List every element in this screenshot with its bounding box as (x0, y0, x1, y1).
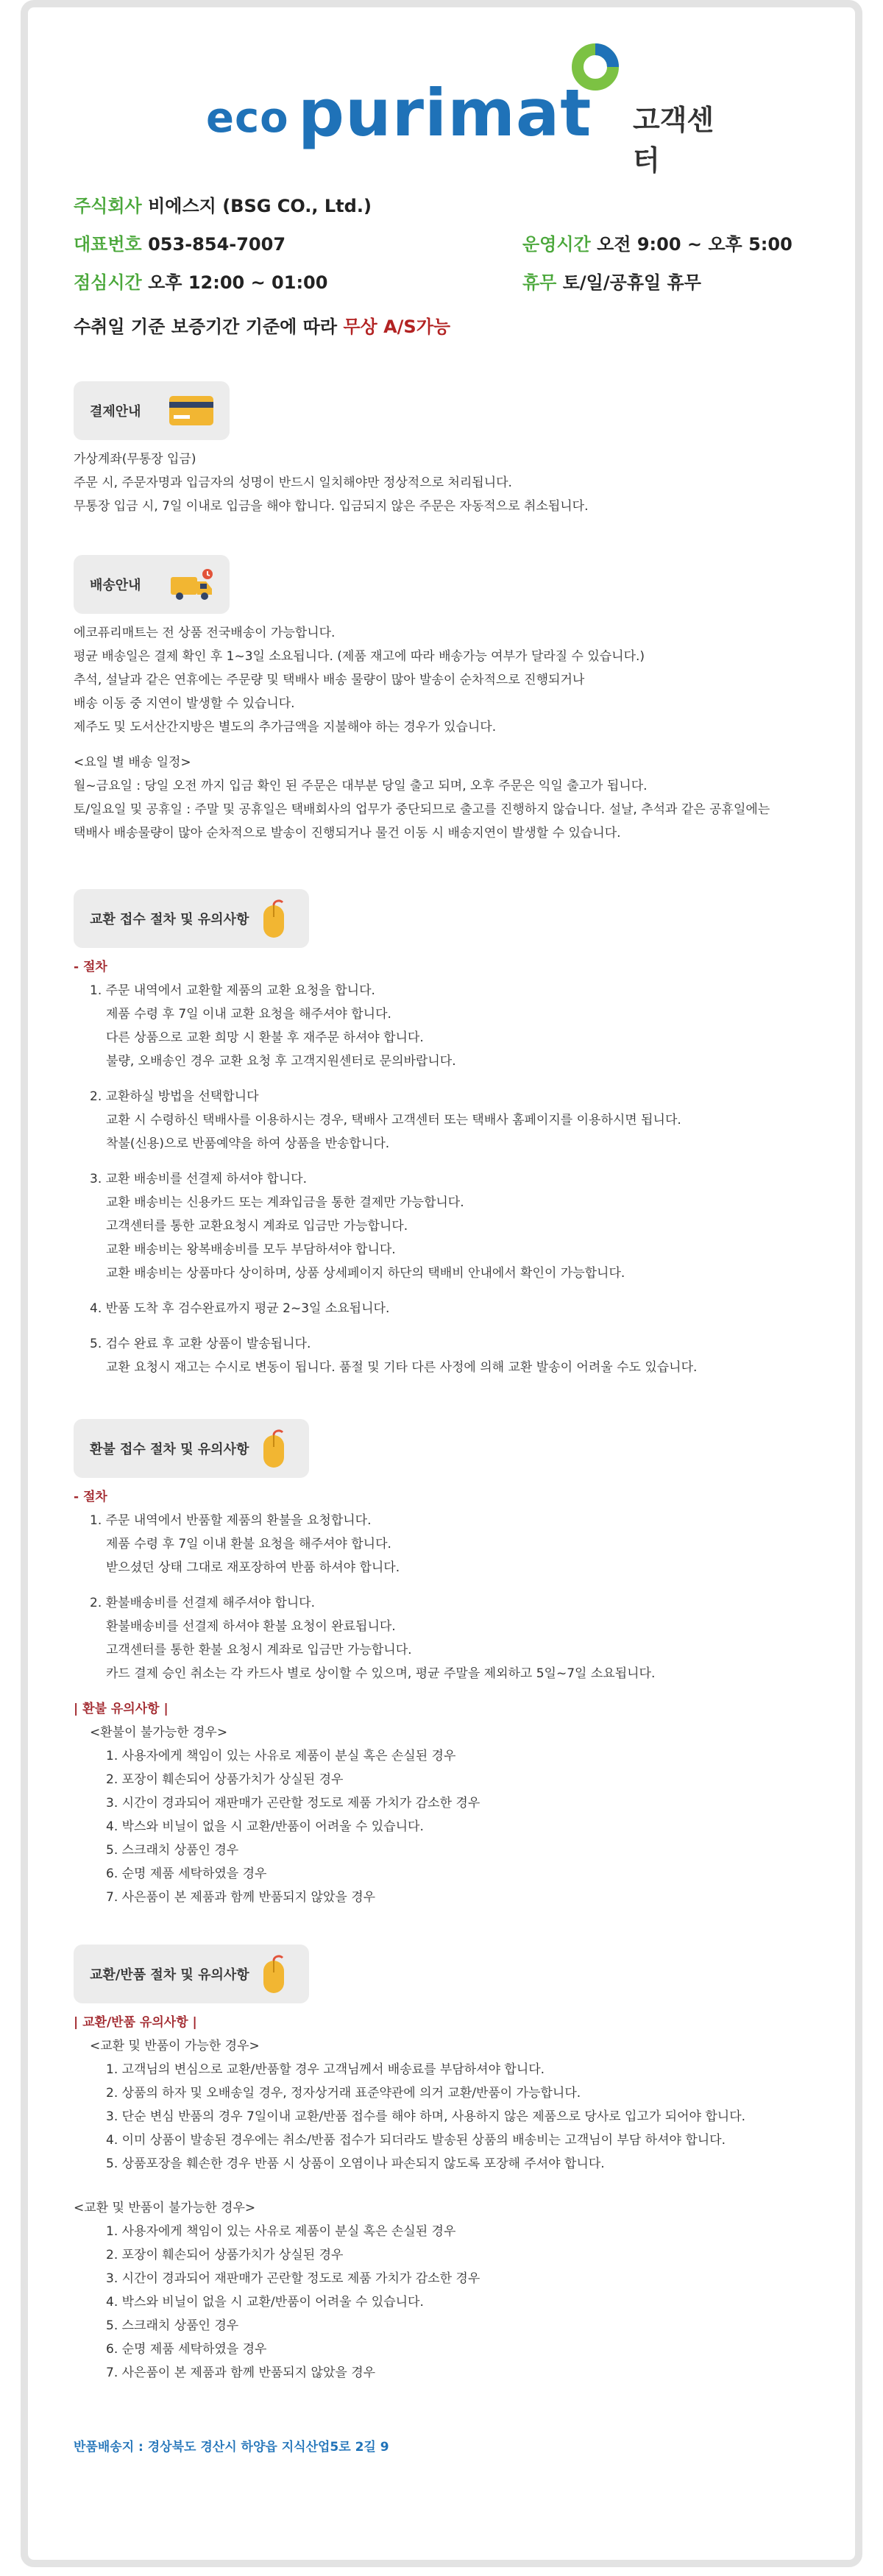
step-detail: 받으셨던 상태 그대로 재포장하여 반품 하셔야 합니다. (106, 1560, 400, 1575)
step-detail: 고객센터를 통한 교환요청시 계좌로 입금만 가능합니다. (106, 1219, 408, 1234)
step-title: 5. 검수 완료 후 교환 상품이 발송됩니다. (90, 1337, 311, 1351)
step-title: 2. 환불배송비를 선결제 해주셔야 합니다. (90, 1596, 315, 1610)
step-detail: 제품 수령 후 7일 이내 교환 요청을 해주셔야 합니다. (106, 1007, 391, 1022)
list-item: 2. 상품의 하자 및 오배송일 경우, 정자상거래 표준약관에 의거 교환/반품이 가능합니다. (106, 2086, 581, 2101)
phone-value: 053-854-7007 (148, 234, 286, 255)
return-text (74, 2011, 817, 2385)
company-name-label: 주식회사 (74, 196, 142, 216)
exchange-steps (74, 979, 817, 1379)
delivery-line: 에코퓨리매트는 전 상품 전국배송이 가능합니다. (74, 626, 336, 640)
return-address: 반품배송지 : 경상북도 경산시 하양읍 지식산업5로 2길 9 (74, 2440, 389, 2455)
holiday-row (522, 268, 701, 294)
list-item (90, 1297, 817, 1320)
phone-row (74, 230, 286, 255)
refund-notice-heading: | 환불 유의사항 | (74, 1702, 169, 1716)
delivery-badge-label: 배송안내 (90, 578, 141, 593)
list-item (90, 1085, 817, 1156)
lunch-row (74, 268, 327, 294)
list-item: 3. 시간이 경과되어 재판매가 곤란할 정도로 제품 가치가 감소한 경우 (106, 2271, 480, 2286)
list-item: 3. 단순 변심 반품의 경우 7일이내 교환/반품 접수를 해야 하며, 사용하지 않은 제품으로 당사로 입고가 되어야 합니다. (106, 2109, 746, 2124)
list-item: 5. 스크래치 상품인 경우 (106, 1843, 239, 1858)
warranty-notice (74, 312, 450, 338)
exchange-text (74, 955, 817, 1391)
list-item (90, 1509, 817, 1579)
list-item: 3. 시간이 경과되어 재판매가 곤란할 정도로 제품 가치가 감소한 경우 (106, 1796, 480, 1811)
list-item: 2. 포장이 훼손되어 상품가치가 상실된 경우 (106, 2248, 344, 2262)
step-detail: 착불(신용)으로 반품예약을 하여 상품을 반송합니다. (106, 1136, 390, 1151)
payment-badge-label: 결제안내 (90, 404, 141, 420)
holiday-label: 휴무 (522, 272, 557, 293)
list-item: 4. 박스와 비닐이 없을 시 교환/반품이 어려울 수 있습니다. (106, 2295, 424, 2310)
refund-badge-label: 환불 접수 절차 및 유의사항 (90, 1442, 249, 1457)
card-icon (168, 393, 215, 428)
step-detail: 교환 요청시 재고는 수시로 변동이 됩니다. 품절 및 기타 다른 사정에 의해 교환 발송이 어려울 수도 있습니다. (106, 1360, 698, 1375)
delivery-line: 배송 이동 중 지연이 발생할 수 있습니다. (74, 696, 295, 711)
phone-label: 대표번호 (74, 234, 142, 255)
return-possible-title: <교환 및 반품이 가능한 경우> (90, 2039, 260, 2053)
return-badge-label: 교환/반품 절차 및 유의사항 (90, 1967, 249, 1983)
list-item: 6. 순명 제품 세탁하였을 경우 (106, 1866, 267, 1881)
logo-brand: purimat (298, 75, 592, 151)
delivery-schedule-line: 토/일요일 및 공휴일 : 주말 및 공휴일은 택배회사의 업무가 중단되므로 출고를 진행하지 않습니다. 설날, 추석과 같은 공휴일에는 (74, 802, 770, 817)
delivery-schedule-line: 월~금요일 : 당일 오전 까지 입금 확인 된 주문은 대부분 당일 출고 되며, 오후 주문은 익일 출고가 됩니다. (74, 779, 648, 793)
step-detail: 교환 배송비는 신용카드 또는 계좌입금을 통한 결제만 가능합니다. (106, 1195, 464, 1210)
lunch-label: 점심시간 (74, 272, 142, 293)
list-item: 4. 이미 상품이 발송된 경우에는 취소/반품 접수가 되더라도 발송된 상품의 배송비는 고객님이 부담 하셔야 합니다. (106, 2133, 726, 2148)
step-title: 3. 교환 배송비를 선결제 하셔야 합니다. (90, 1172, 307, 1186)
list-item: 4. 박스와 비닐이 없을 시 교환/반품이 어려울 수 있습니다. (106, 1819, 424, 1834)
logo-ring-icon (571, 43, 620, 91)
warranty-highlight: 무상 A/S가능 (343, 316, 451, 337)
mouse-icon (258, 898, 290, 941)
mouse-icon (258, 1428, 290, 1471)
hours-value: 오전 9:00 ~ 오후 5:00 (597, 234, 792, 255)
step-detail: 다른 상품으로 교환 희망 시 환불 후 재주문 하셔야 합니다. (106, 1030, 424, 1045)
warranty-prefix: 수취일 기준 보증기간 기준에 따라 (74, 316, 344, 337)
hours-label: 운영시간 (522, 234, 591, 255)
list-item (90, 979, 817, 1073)
step-detail: 환불배송비를 선결제 하셔야 환불 요청이 완료됩니다. (106, 1619, 396, 1634)
step-title: 1. 주문 내역에서 교환할 제품의 교환 요청을 합니다. (90, 983, 375, 998)
company-name-row (74, 191, 372, 217)
brand-logo (206, 37, 721, 177)
list-item: 1. 고객님의 변심으로 교환/반품할 경우 고객님께서 배송료를 부담하셔야 합니다. (106, 2062, 545, 2077)
refund-badge (74, 1419, 309, 1478)
delivery-line: 추석, 설날과 같은 연휴에는 주문량 및 택배사 배송 물량이 많아 발송이 순차적으로 진행되거나 (74, 673, 585, 687)
list-item: 7. 사은품이 본 제품과 함께 반품되지 않았을 경우 (106, 1890, 376, 1905)
list-item (90, 1332, 817, 1379)
refund-steps (74, 1509, 817, 1685)
step-detail: 불량, 오배송인 경우 교환 요청 후 고객지원센터로 문의바랍니다. (106, 1054, 456, 1069)
refund-text (74, 1485, 817, 1909)
delivery-schedule-title: <요일 별 배송 일정> (74, 755, 191, 770)
delivery-truck-icon (168, 567, 215, 602)
step-detail: 고객센터를 통한 환불 요청시 계좌로 입금만 가능합니다. (106, 1643, 412, 1657)
step-title: 1. 주문 내역에서 반품할 제품의 환불을 요청합니다. (90, 1513, 372, 1528)
list-item: 5. 스크래치 상품인 경우 (106, 2318, 239, 2333)
exchange-badge-label: 교환 접수 절차 및 유의사항 (90, 912, 249, 927)
step-detail: 카드 결제 승인 취소는 각 카드사 별로 상이할 수 있으며, 평균 주말을 제외하고 5일~7일 소요됩니다. (106, 1666, 656, 1681)
mouse-icon (258, 1953, 290, 1996)
refund-heading: - 절차 (74, 1490, 107, 1504)
exchange-badge (74, 889, 309, 948)
step-detail: 제품 수령 후 7일 이내 환불 요청을 해주셔야 합니다. (106, 1537, 391, 1551)
list-item (90, 1591, 817, 1685)
list-item: 1. 사용자에게 책임이 있는 사유로 제품이 분실 혹은 손실된 경우 (106, 2224, 456, 2239)
return-heading: | 교환/반품 유의사항 | (74, 2015, 197, 2030)
lunch-value: 오후 12:00 ~ 01:00 (148, 272, 328, 293)
list-item: 6. 순명 제품 세탁하였을 경우 (106, 2342, 267, 2357)
return-impossible-title: <교환 및 반품이 불가능한 경우> (74, 2201, 256, 2215)
holiday-value: 토/일/공휴일 휴무 (562, 272, 701, 293)
payment-line: 주문 시, 주문자명과 입금자의 성명이 반드시 일치해야만 정상적으로 처리됩니다. (74, 475, 512, 490)
logo-eco: eco (206, 94, 289, 142)
step-detail: 교환 배송비는 상품마다 상이하며, 상품 상세페이지 하단의 택배비 안내에서 확인이 가능합니다. (106, 1266, 625, 1281)
delivery-schedule-line: 택배사 배송물량이 많아 순차적으로 발송이 진행되거나 물건 이동 시 배송지연이 발생할 수 있습니다. (74, 826, 621, 841)
company-name-value: 비에스지 (BSG CO., Ltd.) (148, 196, 372, 216)
refund-notice-title: <환불이 불가능한 경우> (90, 1725, 228, 1740)
payment-line: 무통장 입금 시, 7일 이내로 입금을 해야 합니다. 입금되지 않은 주문은 자동적으로 취소됩니다. (74, 499, 589, 514)
payment-line: 가상계좌(무통장 입금) (74, 452, 196, 467)
payment-badge (74, 381, 230, 440)
list-item: 1. 사용자에게 책임이 있는 사유로 제품이 분실 혹은 손실된 경우 (106, 1749, 456, 1763)
step-detail: 교환 시 수령하신 택배사를 이용하시는 경우, 택배사 고객센터 또는 택배사 홈페이지를 이용하시면 됩니다. (106, 1113, 681, 1128)
step-detail: 교환 배송비는 왕복배송비를 모두 부담하셔야 합니다. (106, 1242, 396, 1257)
list-item: 7. 사은품이 본 제품과 함께 반품되지 않았을 경우 (106, 2366, 376, 2380)
exchange-heading: - 절차 (74, 960, 107, 974)
step-title: 4. 반품 도착 후 검수완료까지 평균 2~3일 소요됩니다. (90, 1301, 390, 1316)
delivery-badge (74, 555, 230, 614)
delivery-text (74, 621, 817, 845)
hours-row (522, 230, 792, 255)
logo-suffix: 고객센터 (633, 104, 714, 177)
delivery-line: 제주도 및 도서산간지방은 별도의 추가금액을 지불해야 하는 경우가 있습니다. (74, 720, 497, 735)
step-title: 2. 교환하실 방법을 선택합니다 (90, 1089, 259, 1104)
list-item: 2. 포장이 훼손되어 상품가치가 상실된 경우 (106, 1772, 344, 1787)
page-frame (21, 0, 862, 2567)
payment-text (74, 447, 817, 518)
list-item: 5. 상품포장을 훼손한 경우 반품 시 상품이 오염이나 파손되지 않도록 포장해 주셔야 합니다. (106, 2156, 605, 2171)
list-item (90, 1167, 817, 1285)
delivery-line: 평균 배송일은 결제 확인 후 1~3일 소요됩니다. (제품 재고에 따라 배송가능 여부가 달라질 수 있습니다.) (74, 649, 645, 664)
return-badge (74, 1945, 309, 2003)
